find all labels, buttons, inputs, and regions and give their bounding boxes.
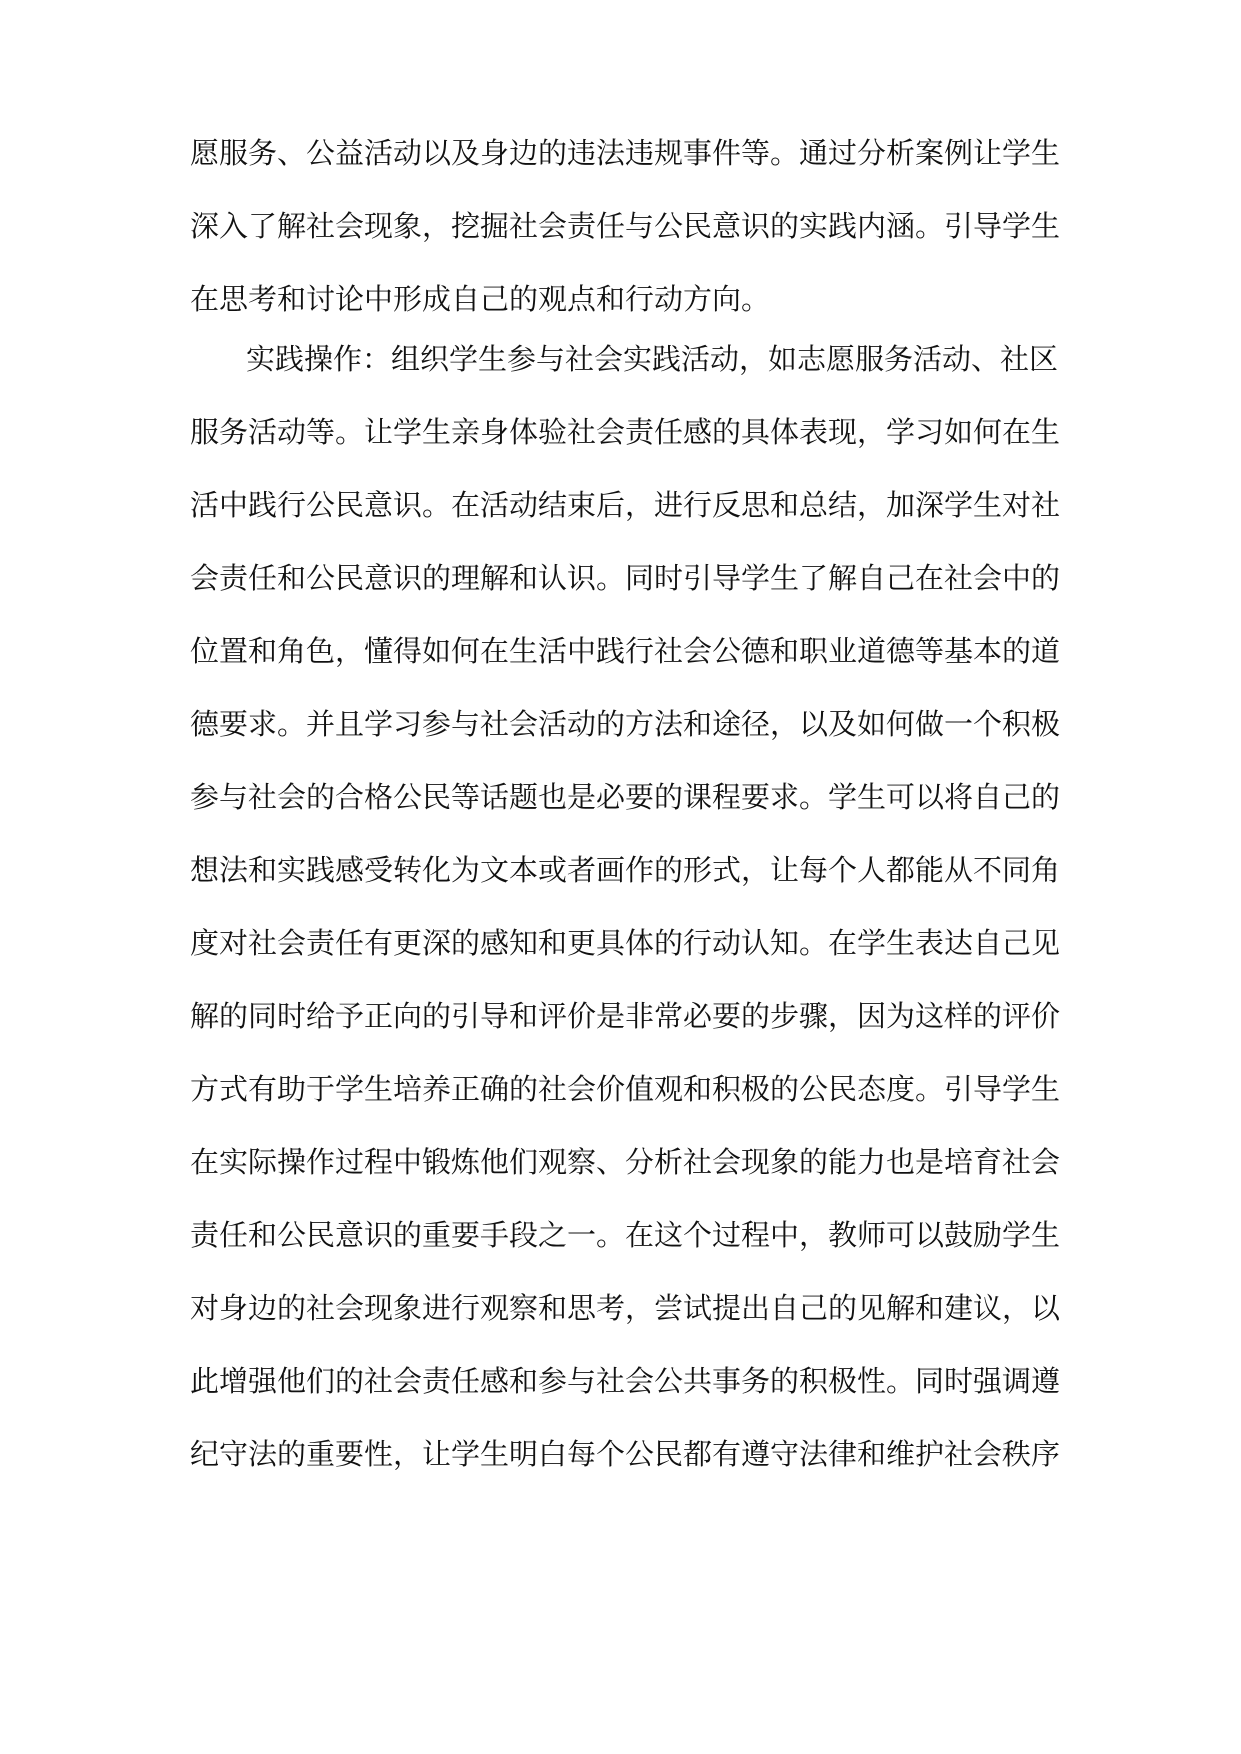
text-line: 方式有助于学生培养正确的社会价值观和积极的公民态度。引导学生 [190,1072,1061,1106]
text-line: 实践操作：组织学生参与社会实践活动，如志愿服务活动、社区 [246,342,1059,376]
text-line: 活中践行公民意识。在活动结束后，进行反思和总结，加深学生对社 [190,488,1061,522]
text-line: 想法和实践感受转化为文本或者画作的形式，让每个人都能从不同角 [190,853,1061,887]
paragraph-2 [190,323,1061,1491]
text-line: 度对社会责任有更深的感知和更具体的行动认知。在学生表达自己见 [190,926,1061,960]
paragraph-1 [190,117,1061,336]
text-line: 在思考和讨论中形成自己的观点和行动方向。 [190,282,771,316]
text-line: 服务活动等。让学生亲身体验社会责任感的具体表现，学习如何在生 [190,415,1061,449]
text-line: 位置和角色，懂得如何在生活中践行社会公德和职业道德等基本的道 [190,634,1061,668]
text-line: 会责任和公民意识的理解和认识。同时引导学生了解自己在社会中的 [190,561,1061,595]
text-line: 解的同时给予正向的引导和评价是非常必要的步骤，因为这样的评价 [190,999,1061,1033]
text-line: 在实际操作过程中锻炼他们观察、分析社会现象的能力也是培育社会 [190,1145,1061,1179]
text-line: 德要求。并且学习参与社会活动的方法和途径，以及如何做一个积极 [190,707,1061,741]
text-line: 愿服务、公益活动以及身边的违法违规事件等。通过分析案例让学生 [190,136,1061,170]
text-line: 深入了解社会现象，挖掘社会责任与公民意识的实践内涵。引导学生 [190,209,1061,243]
text-line: 此增强他们的社会责任感和参与社会公共事务的积极性。同时强调遵 [190,1364,1061,1398]
text-line: 责任和公民意识的重要手段之一。在这个过程中，教师可以鼓励学生 [190,1218,1061,1252]
text-line: 对身边的社会现象进行观察和思考，尝试提出自己的见解和建议，以 [190,1291,1061,1325]
text-line: 参与社会的合格公民等话题也是必要的课程要求。学生可以将自己的 [190,780,1061,814]
text-line: 纪守法的重要性，让学生明白每个公民都有遵守法律和维护社会秩序 [190,1437,1061,1471]
